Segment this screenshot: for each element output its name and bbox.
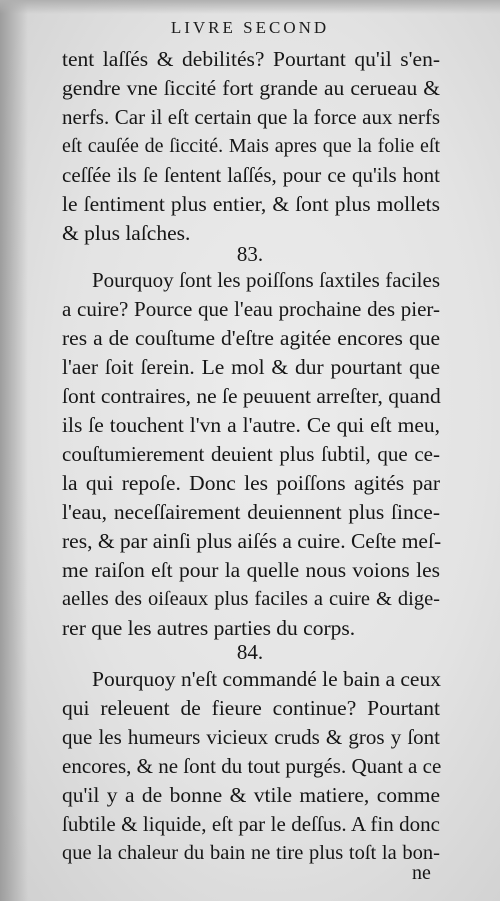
- text-line: l'aer ſoit ſerein. Le mol & dur pourtant que: [62, 355, 440, 379]
- text-line: gendre vne ſiccité fort grande au cerueau &: [62, 76, 440, 100]
- text-line: qui releuent de fieure continue? Pourtant: [62, 696, 440, 720]
- text-line: a cuire? Pource que l'eau prochaine des pier-: [62, 297, 440, 321]
- catchword: ne: [412, 862, 431, 884]
- section-number-84: 84.: [236, 640, 264, 664]
- running-head: LIVRE SECOND: [170, 18, 330, 37]
- text-line: tent laſſés & debilités? Pourtant qu'il s'en-: [62, 47, 440, 71]
- text-line: & plus laſches.: [62, 221, 191, 245]
- text-line: la qui repoſe. Donc les poiſſons agités par: [62, 471, 440, 495]
- text-line: ils ſe touchent l'vn a l'autre. Ce qui eſt meu,: [62, 413, 440, 437]
- text-line: ceſſée ils ſe ſentent laſſés, pour ce qu'ils hont: [62, 163, 440, 187]
- text-line: ſont contraires, ne ſe peuuent arreſter, quand: [62, 384, 441, 408]
- text-line: aelles des oiſeaux plus faciles a cuire & dige-: [62, 588, 440, 610]
- text-line: res, & par ainſi plus aiſés a cuire. Ceſte meſ-: [62, 529, 442, 553]
- text-line: rer que les autres parties du corps.: [62, 616, 356, 640]
- text-line: que la chaleur du bain ne tire plus toſt la bon-: [62, 842, 440, 864]
- text-line: que les humeurs vicieux cruds & gros y ſont: [62, 725, 440, 749]
- text-line: le ſentiment plus entier, & ſont plus mollets: [62, 192, 440, 216]
- text-line: Pourquoy n'eſt commandé le bain a ceux: [92, 667, 441, 691]
- text-line: encores, & ne ſont du tout purgés. Quant a ce: [62, 754, 442, 778]
- text-line: eſt cauſée de ſiccité. Mais apres que la folie eſt: [62, 135, 440, 157]
- section-number-83: 83.: [236, 242, 264, 266]
- top-edge-shadow: [0, 0, 500, 14]
- text-line: l'eau, neceſſairement deuiennent plus ſince-: [62, 500, 440, 524]
- text-line: me raiſon eſt pour la quelle nous voions les: [62, 558, 440, 582]
- text-line: Pourquoy ſont les poiſſons ſaxtiles faciles: [92, 268, 440, 292]
- text-line: qu'il y a de bonne & vtile matiere, comme: [62, 783, 440, 807]
- text-line: couſtumierement deuient plus ſubtil, que ce-: [62, 442, 440, 466]
- text-line: res a de couſtume d'eſtre agitée encores que: [62, 326, 440, 350]
- text-line: ſubtile & liquide, eſt par le deſſus. A fin donc: [62, 812, 440, 836]
- text-line: nerfs. Car il eſt certain que la force aux nerfs: [62, 105, 440, 129]
- gutter-shadow: [0, 0, 28, 901]
